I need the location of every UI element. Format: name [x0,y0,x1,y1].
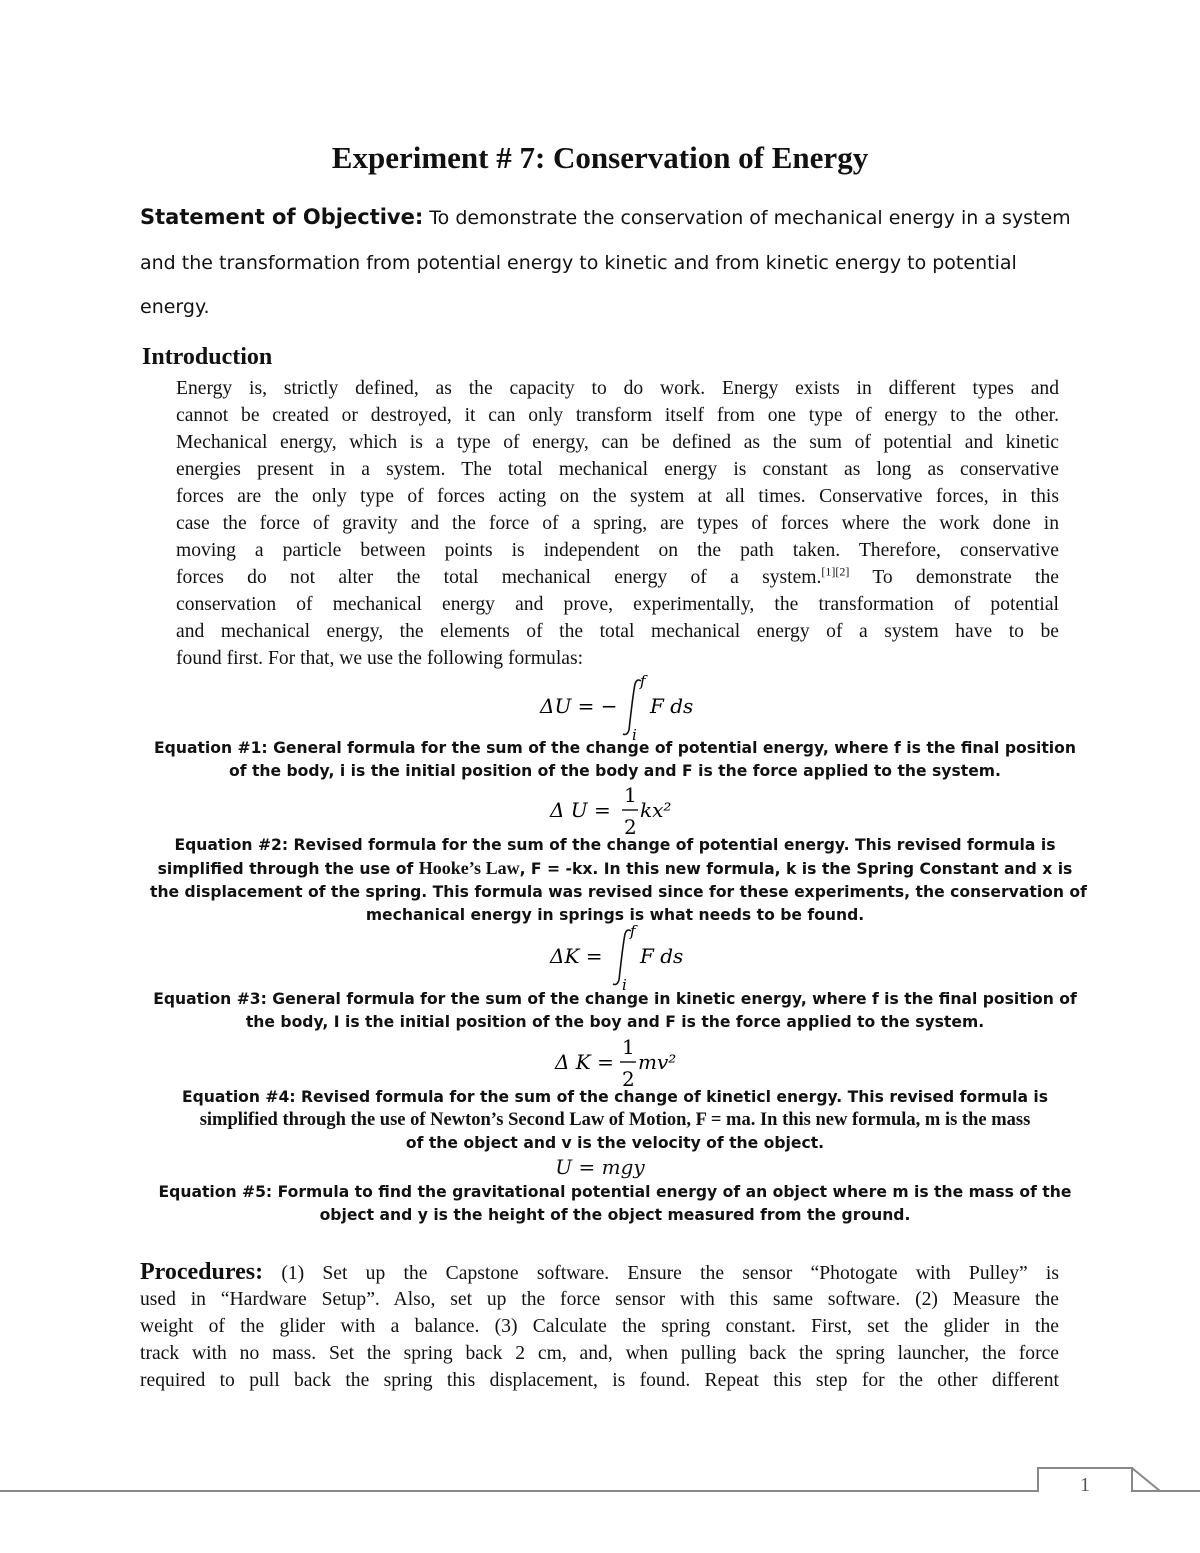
intro-line: and mechanical energy, the elements of the total mechanical energy of a system have to be [176,621,1059,642]
eq1-rhs: F ds [650,694,694,718]
intro-line-8-tail: To demonstrate the [849,567,1059,588]
eq1-lhs: ΔU = − [540,694,618,718]
eq1-upper-limit: f [640,672,646,690]
footer-line [0,1468,1200,1491]
caption-line: Equation #5: Formula to find the gravitational potential energy of an object where m is the mass of the [158,1183,1072,1201]
footer-corner [1132,1468,1160,1491]
caption-line: Equation #3: General formula for the sum of the change in kinetic energy, where f is the final position of [153,990,1077,1008]
intro-line: Mechanical energy, which is a type of energy, can be defined as the sum of potential and kinetic [176,432,1059,453]
caption-line: the displacement of the spring. This formula was revised since for these experiments, the conservation of [150,883,1087,901]
intro-line-8-text: forces do not alter the total mechanical energy of a system. [176,567,822,588]
procedures-line: required to pull back the spring this displacement, is found. Repeat this step for the other different [140,1370,1059,1391]
page-title: Experiment # 7: Conservation of Energy [331,140,869,175]
equation-1-formula [530,672,710,742]
caption-line: Equation #4: Revised formula for the sum of the change of kineticl energy. This revised formula is [181,1088,1049,1106]
eq3-lhs: ΔK = [550,944,603,968]
intro-line: energies present in a system. The total mechanical energy is constant as long as conservative [176,459,1059,480]
procedures-line-1 [140,1259,1059,1286]
procedures-heading: Procedures: [140,1259,264,1285]
equation-3-caption [150,988,1080,1034]
eq4-lhs: Δ K = [555,1050,614,1074]
caption-line: mechanical energy in springs is what needs to be found. [365,906,865,924]
objective-heading: Statement of Objective: [140,205,424,229]
footer-rule [0,1465,1200,1525]
caption-text: , F = -kx. In this new formula, k is the Spring Constant and x is [519,860,1073,878]
eq2-lhs: Δ U = [550,798,611,822]
equation-5-formula: U = mgy [555,1155,645,1179]
caption-line-serif: simplified through the use of Newton’s Second Law of Motion, F = ma. In this new formula, m is the mass [199,1110,1031,1130]
citation-refs: [1][2] [821,564,850,579]
objective-line-1 [140,205,1071,229]
procedures-line: track with no mass. Set the spring back 2 cm, and, when pulling back the spring launcher, the force [140,1343,1059,1364]
caption-line: of the body, i is the initial position of the body and F is the force applied to the system. [229,762,1001,780]
equation-5-caption [150,1181,1080,1227]
eq2-denominator: 2 [624,815,637,838]
introduction-heading: Introduction [142,344,273,370]
intro-line: forces are the only type of forces acting on the system at all times. Conservative forces, in this [176,486,1059,507]
eq3-rhs: F ds [640,944,684,968]
introduction-paragraph [176,375,1059,672]
intro-line-last: found first. For that, we use the following formulas: [176,648,584,669]
caption-line: of the object and v is the velocity of the object. [405,1134,825,1152]
equation-3-formula [540,922,700,992]
objective-line-3: energy. [140,296,210,318]
intro-line: Energy is, strictly defined, as the capacity to do work. Energy exists in different types and [176,378,1059,399]
caption-line: Equation #1: General formula for the sum of the change of potential energy, where f is the final position [154,739,1076,757]
eq1-lower-limit: i [632,726,637,742]
procedures-paragraph [140,1259,1059,1394]
procedures-line: weight of the glider with a balance. (3) Calculate the spring constant. First, set the glider in the [140,1316,1059,1337]
equation-2-caption [150,834,1087,927]
caption-line: Equation #2: Revised formula for the sum of the change of potential energy. This revised formula is [174,836,1056,854]
equation-4-formula [545,1032,705,1090]
equation-4-caption [150,1086,1080,1155]
caption-line [150,857,1080,881]
eq4-denominator: 2 [622,1067,635,1090]
intro-line: conservation of mechanical energy and prove, experimentally, the transformation of potential [176,594,1059,615]
caption-text: simplified through the use of [157,860,419,878]
caption-text-serif: Hooke’s Law [418,858,520,878]
caption-line: the body, I is the initial position of the boy and F is the force applied to the system. [245,1013,985,1031]
intro-line: case the force of gravity and the force of a spring, are types of forces where the work done in [176,513,1059,534]
equation-1-caption [150,737,1080,783]
procedures-line: used in “Hardware Setup”. Also, set up the force sensor with this same software. (2) Measure the [140,1289,1059,1310]
objective-text-1: To demonstrate the conservation of mechanical energy in a system [423,207,1071,229]
eq4-numerator: 1 [622,1035,635,1059]
eq2-numerator: 1 [624,783,637,807]
objective-line-2: and the transformation from potential energy to kinetic and from kinetic energy to potential [140,252,1017,274]
page-number: 1 [1080,1474,1090,1496]
intro-line-with-citation [176,564,1059,591]
intro-line: cannot be created or destroyed, it can only transform itself from one type of energy to the other. [176,405,1059,426]
eq2-rhs: kx² [640,798,672,822]
intro-line: moving a particle between points is independent on the path taken. Therefore, conservative [176,540,1059,561]
caption-line: object and y is the height of the object measured from the ground. [319,1206,911,1224]
procedures-text-1: (1) Set up the Capstone software. Ensure the sensor “Photogate with Pulley” is [263,1263,1059,1284]
eq3-lower-limit: i [622,976,627,992]
equation-2-formula [540,780,700,838]
eq3-upper-limit: f [630,922,636,940]
eq4-rhs: mv² [638,1050,677,1074]
